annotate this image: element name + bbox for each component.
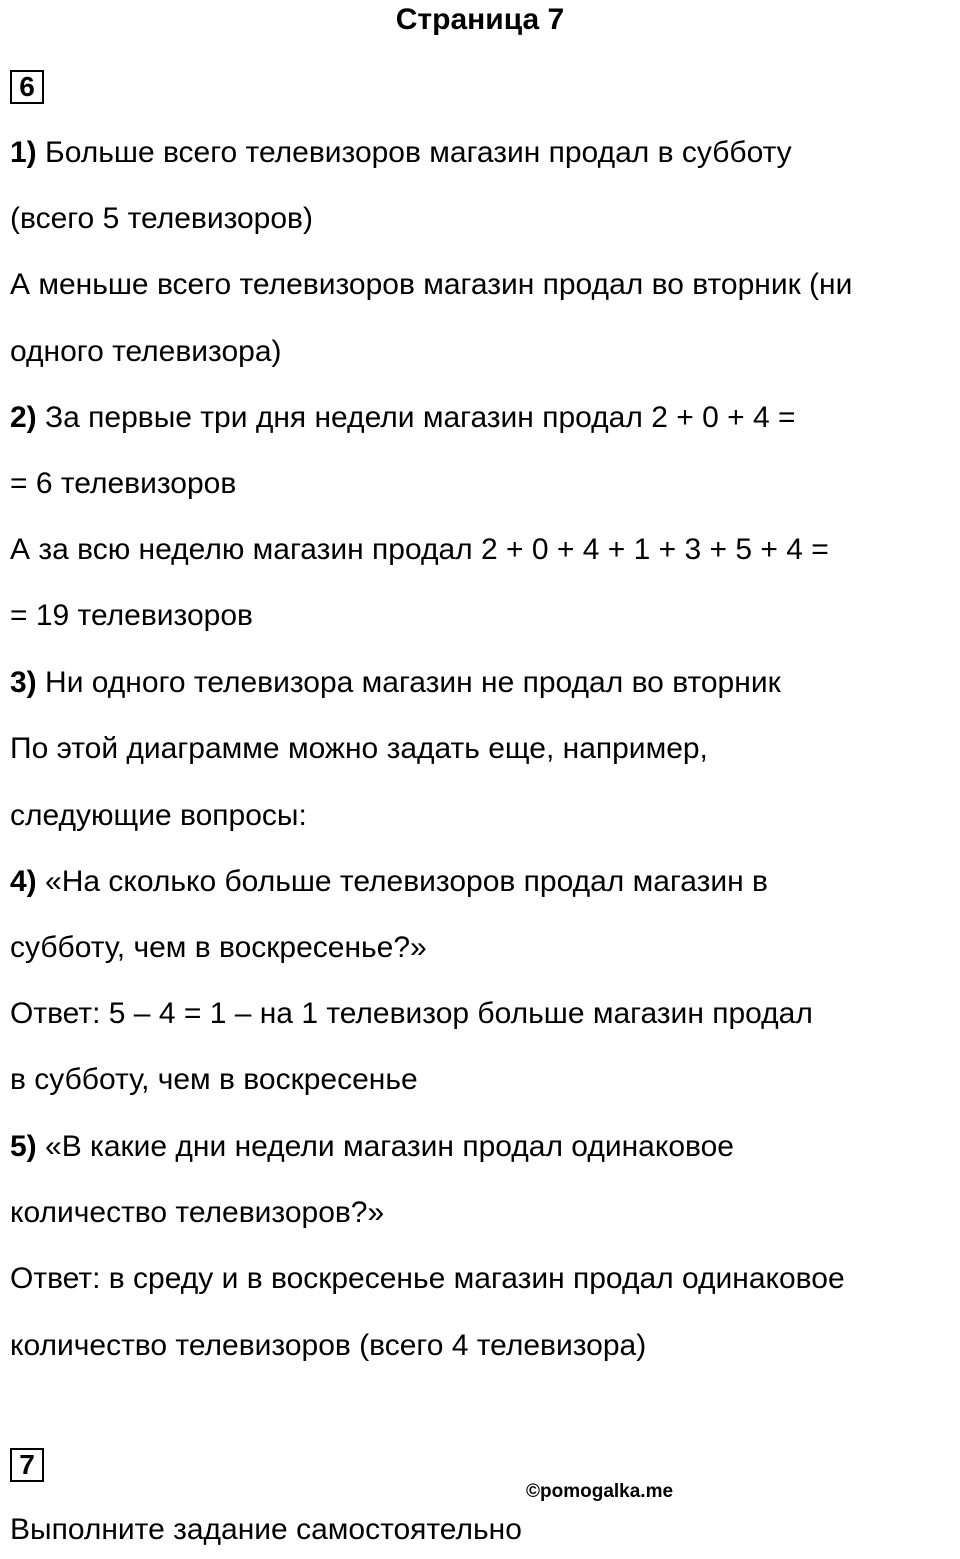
text-line — [10, 1261, 845, 1297]
line-text: субботу, чем в воскресенье?» — [10, 931, 427, 964]
text-line — [10, 466, 236, 502]
text-line — [10, 598, 253, 634]
text-line — [10, 532, 829, 568]
text-line — [10, 1062, 418, 1098]
text-line — [10, 665, 781, 701]
line-text: одного телевизора) — [10, 335, 282, 368]
line-text: «В какие дни недели магазин продал одинаковое — [36, 1130, 734, 1163]
line-text: «На сколько больше телевизоров продал магазин в — [36, 865, 768, 898]
task-number-7: 7 — [10, 1448, 44, 1482]
line-text: Больше всего телевизоров магазин продал в субботу — [36, 136, 792, 169]
item-number: 1) — [10, 136, 37, 169]
line-text: в субботу, чем в воскресенье — [10, 1063, 418, 1096]
text-line — [10, 1195, 384, 1231]
item-number: 5) — [10, 1130, 37, 1163]
line-text: А за всю неделю магазин продал 2 + 0 + 4 + 1 + 3 + 5 + 4 = — [10, 533, 829, 566]
text-line — [10, 201, 313, 237]
text-line — [10, 731, 708, 767]
line-text: За первые три дня недели магазин продал 2 + 0 + 4 = — [36, 401, 796, 434]
line-text: = 19 телевизоров — [10, 599, 253, 632]
text-line — [10, 864, 768, 900]
line-text: Ни одного телевизора магазин не продал во вторник — [36, 666, 781, 699]
task-7-text: Выполните задание самостоятельно — [10, 1513, 522, 1546]
line-text: количество телевизоров?» — [10, 1196, 385, 1229]
text-line — [10, 1328, 646, 1364]
item-number: 3) — [10, 666, 37, 699]
text-line — [10, 267, 852, 303]
line-text: По этой диаграмме можно задать еще, например, — [10, 732, 708, 765]
text-line — [10, 1129, 734, 1165]
text-line — [10, 996, 813, 1032]
text-line — [10, 334, 282, 370]
line-text: = 6 телевизоров — [10, 467, 237, 500]
line-text: А меньше всего телевизоров магазин продал во вторник (ни — [10, 268, 853, 301]
line-text: количество телевизоров (всего 4 телевизора) — [10, 1329, 647, 1362]
text-line — [10, 930, 427, 966]
item-number: 4) — [10, 865, 37, 898]
text-line — [10, 135, 792, 171]
line-text: Ответ: в среду и в воскресенье магазин продал одинаковое — [10, 1262, 845, 1295]
page-title: Страница 7 — [395, 3, 565, 36]
line-text: (всего 5 телевизоров) — [10, 202, 313, 235]
task-number-6: 6 — [10, 70, 44, 104]
text-line — [10, 798, 307, 834]
copyright-watermark: ©pomogalka.me — [526, 1481, 674, 1502]
item-number: 2) — [10, 401, 37, 434]
line-text: следующие вопросы: — [10, 799, 307, 832]
line-text: Ответ: 5 – 4 = 1 – на 1 телевизор больше магазин продал — [10, 997, 813, 1030]
text-line — [10, 400, 795, 436]
